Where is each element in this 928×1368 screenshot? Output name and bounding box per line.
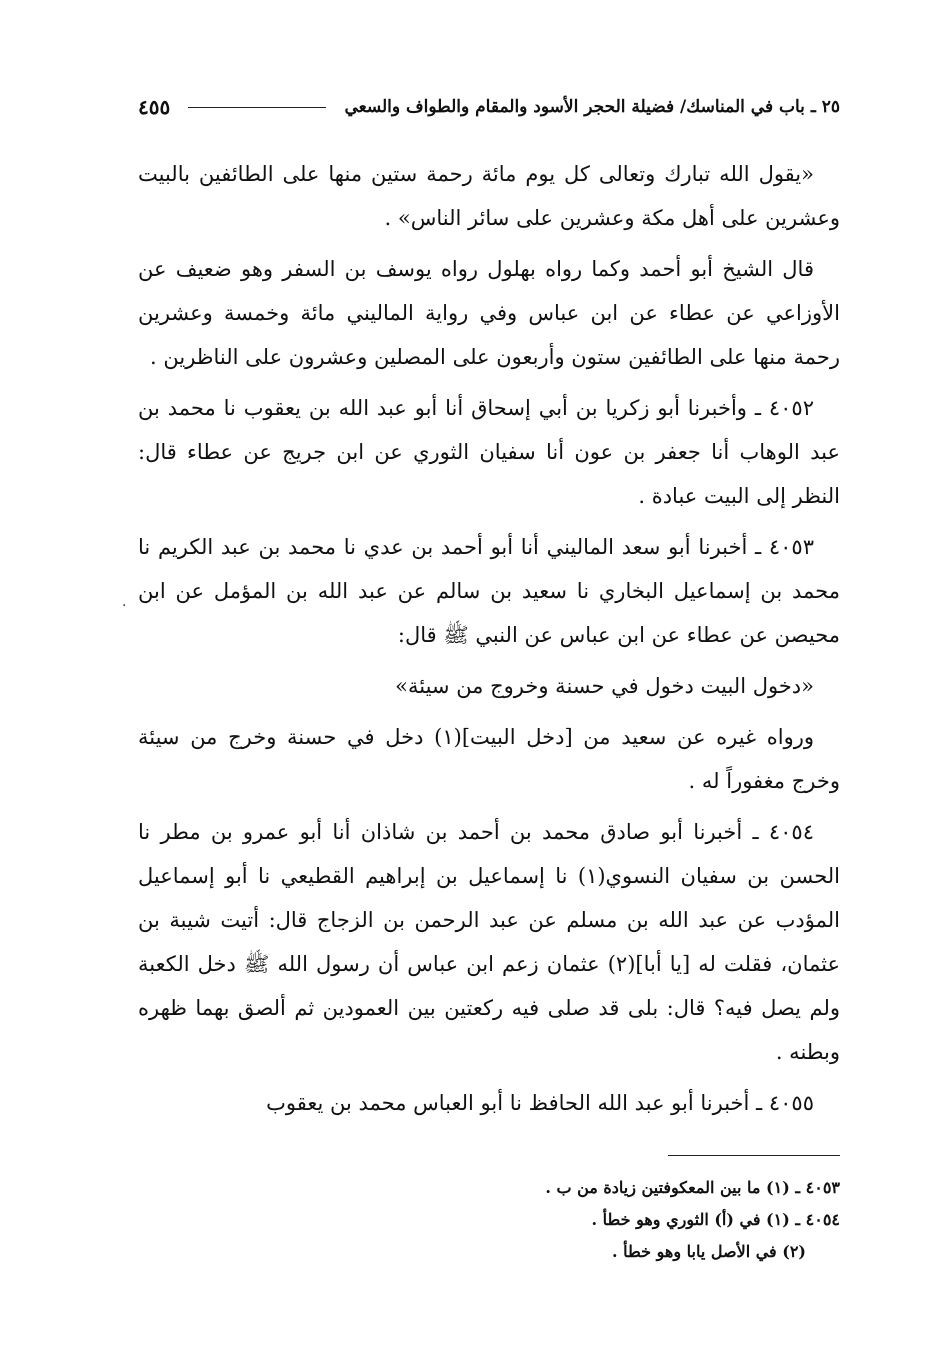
page-number: ٤٥٥ <box>138 95 171 119</box>
paragraph-hadith-4055: ٤٠٥٥ ـ أخبرنا أبو عبد الله الحافظ نا أبو العباس محمد بن يعقوب <box>266 1091 814 1115</box>
main-text <box>138 152 840 1132</box>
header-rule <box>188 107 326 108</box>
paragraph-commentary: قال الشيخ أبو أحمد وكما رواه بهلول رواه يوسف بن السفر وهو ضعيف عن الأوزاعي عن عطاء عن ابن عباس وفي رواية الماليني مائة وخمسة وعشرين رحمة منها على الطائفين ستون وأربعون على المصلين وعشرون على الناظرين . <box>138 257 840 369</box>
running-title: ٢٥ ـ باب في المناسك/ فضيلة الحجر الأسود والمقام والطواف والسعي <box>344 97 840 117</box>
paragraph-hadith-4053: ٤٠٥٣ ـ أخبرنا أبو سعد الماليني أنا أبو أحمد بن عدي نا محمد بن عبد الكريم نا محمد بن إسماعيل البخاري نا سعيد بن سالم عن عبد الله بن المؤمل عن ابن محيصن عن عطاء عن ابن عباس عن النبي ﷺ قال: <box>138 535 840 647</box>
page-header <box>138 90 840 124</box>
footnote-rule <box>668 1155 840 1156</box>
paragraph-hadith-4054: ٤٠٥٤ ـ أخبرنا أبو صادق محمد بن أحمد بن شاذان أنا أبو عمرو بن مطر نا الحسن بن سفيان النسوي(١) نا إسماعيل بن إبراهيم القطيعي نا أبو إسماعيل المؤدب عن عبد الله بن مسلم عن عبد الرحمن بن الزجاج قال: أتيت شيبة بن عثمان، فقلت له [يا أبا](٢) عثمان زعم ابن عباس أن رسول الله ﷺ دخل الكعبة ولم يصل فيه؟ قال: بلى قد صلى فيه ركعتين بين العمودين ثم ألصق بهما ظهره وبطنه . <box>138 820 840 1064</box>
margin-dot: · <box>122 598 127 614</box>
paragraph-quote-mercy: «يقول الله تبارك وتعالى كل يوم مائة رحمة ستين منها على الطائفين بالبيت وعشرين على أهل مكة وعشرين على سائر الناس» . <box>138 162 840 230</box>
footnote-4054-1: ٤٠٥٤ ـ (١) في (أ) الثوري وهو خطأ . <box>591 1210 840 1229</box>
paragraph-variant-narration: ورواه غيره عن سعيد من [دخل البيت](١) دخل في حسنة وخرج من سيئة وخرج مغفوراً له . <box>138 725 840 793</box>
footnote-4053-1: ٤٠٥٣ ـ (١) ما بين المعكوفتين زيادة من ب . <box>545 1178 840 1197</box>
footnotes <box>138 1172 840 1268</box>
paragraph-hadith-4052: ٤٠٥٢ ـ وأخبرنا أبو زكريا بن أبي إسحاق أنا أبو عبد الله بن يعقوب نا محمد بن عبد الوهاب أنا جعفر بن عون أنا سفيان الثوري عن ابن جريج عن عطاء قال: النظر إلى البيت عبادة . <box>138 396 840 508</box>
paragraph-quote-entering-house: «دخول البيت دخول في حسنة وخروج من سيئة» <box>395 674 814 698</box>
footnote-4054-2: (٢) في الأصل يابا وهو خطأ . <box>612 1242 806 1261</box>
